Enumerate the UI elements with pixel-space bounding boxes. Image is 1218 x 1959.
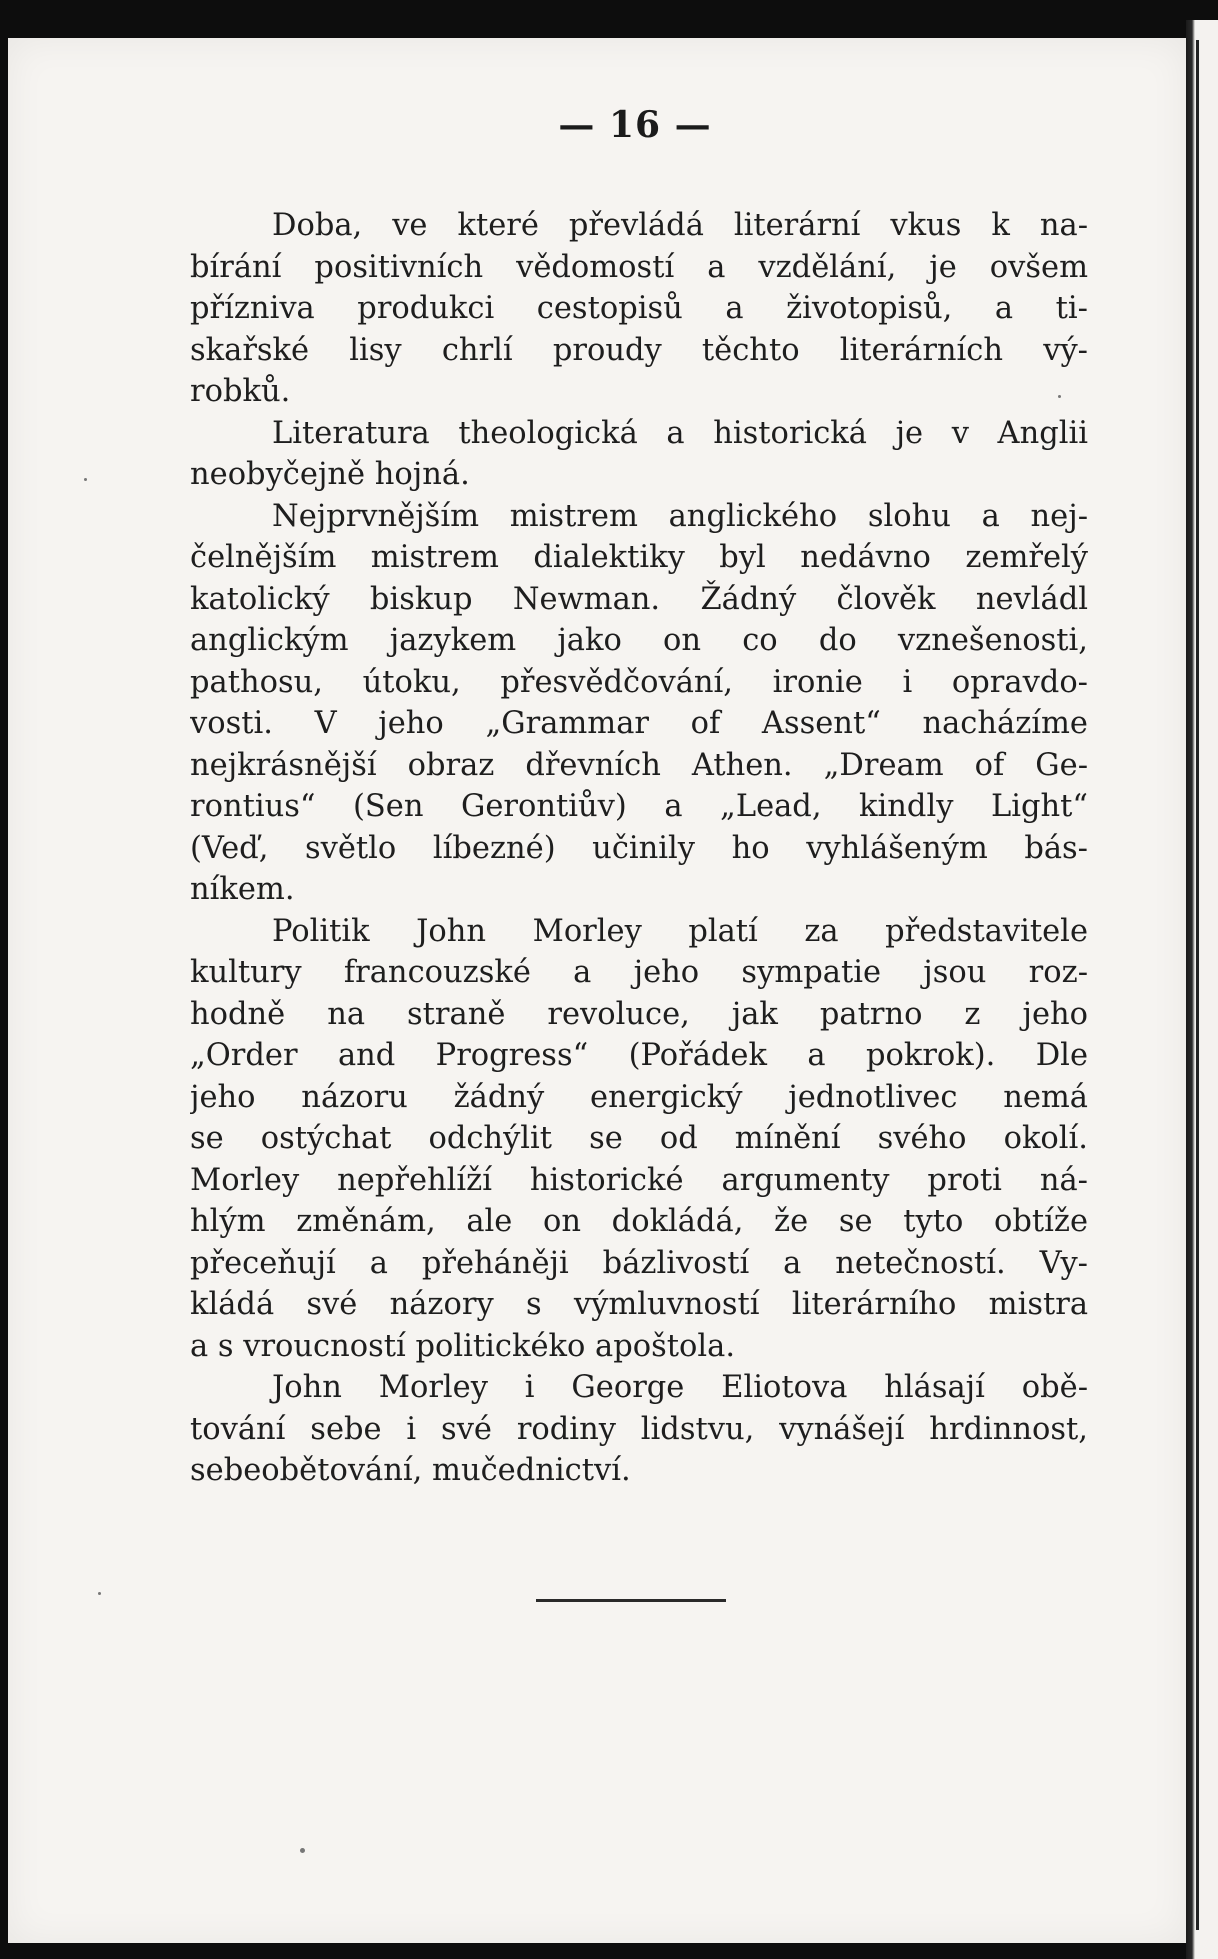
text-line: rontius“ (Sen Gerontiův) a „Lead, kindly Light“: [190, 789, 1088, 824]
text-line: Morley nepřehlíží historické argumenty proti ná-: [190, 1162, 1088, 1198]
text-line: níkem.: [190, 872, 295, 907]
text-line: Politik John Morley platí za představitele: [272, 913, 1088, 949]
text-line: skařské lisy chrlí proudy těchto literárních vý-: [190, 332, 1088, 368]
text-line: kládá své názory s výmluvností literárního mistra: [190, 1287, 1088, 1322]
text-line: katolický biskup Newman. Žádný člověk nevládl: [190, 581, 1088, 617]
text-line: „Order and Progress“ (Pořádek a pokrok). Dle: [190, 1038, 1088, 1073]
text-line: sebeobětování, mučednictví.: [190, 1453, 631, 1488]
text-line: čelnějším mistrem dialektiky byl nedávno zemřelý: [190, 540, 1088, 575]
text-line: (Veď, světlo líbezné) učinily ho vyhlášeným bás-: [190, 830, 1088, 866]
text-line: anglickým jazykem jako on co do vznešenosti,: [190, 623, 1088, 658]
text-line: vosti. V jeho „Grammar of Assent“ nacházíme: [190, 706, 1088, 741]
paper-speck: [1058, 395, 1061, 398]
book-spine-edge: [1186, 20, 1218, 1959]
text-line: přízniva produkci cestopisů a životopisů, a ti-: [190, 291, 1088, 326]
page-number: — 16 —: [558, 104, 712, 146]
text-line: pathosu, útoku, přesvědčování, ironie i opravdo-: [190, 664, 1088, 700]
paper-speck: [84, 478, 87, 481]
text-line: robků.: [190, 374, 291, 409]
text-line: tování sebe i své rodiny lidstvu, vynášejí hrdinnost,: [190, 1411, 1088, 1447]
text-line: Nejprvnějším mistrem anglického slohu a nej-: [272, 498, 1088, 534]
body-text: [190, 205, 1088, 1492]
paper-speck: [98, 1592, 101, 1595]
text-line: přeceňují a přeháněji bázlivostí a netečností. Vy-: [190, 1245, 1088, 1281]
text-line: hlým změnám, ale on dokládá, že se tyto obtíže: [190, 1204, 1088, 1239]
text-line: John Morley i George Eliotova hlásají obě-: [272, 1370, 1088, 1405]
text-line: kultury francouzské a jeho sympatie jsou roz-: [190, 955, 1088, 990]
text-line: jeho názoru žádný energický jednotlivec nemá: [190, 1079, 1088, 1115]
end-rule-divider: [536, 1599, 726, 1602]
paper-speck: [300, 1848, 305, 1853]
text-line: neobyčejně hojná.: [190, 457, 470, 492]
text-line: nejkrásnější obraz dřevních Athen. „Dream of Ge-: [190, 747, 1088, 783]
text-line: bírání positivních vědomostí a vzdělání, je ovšem: [190, 249, 1088, 285]
binding-line: [1196, 40, 1199, 1930]
text-line: se ostýchat odchýlit se od mínění svého okolí.: [190, 1121, 1088, 1156]
text-line: Doba, ve které převládá literární vkus k na-: [272, 208, 1088, 243]
text-line: hodně na straně revoluce, jak patrno z jeho: [190, 996, 1088, 1032]
text-line: a s vroucností politickéko apoštola.: [190, 1328, 736, 1364]
text-line: Literatura theologická a historická je v Anglii: [272, 415, 1088, 451]
